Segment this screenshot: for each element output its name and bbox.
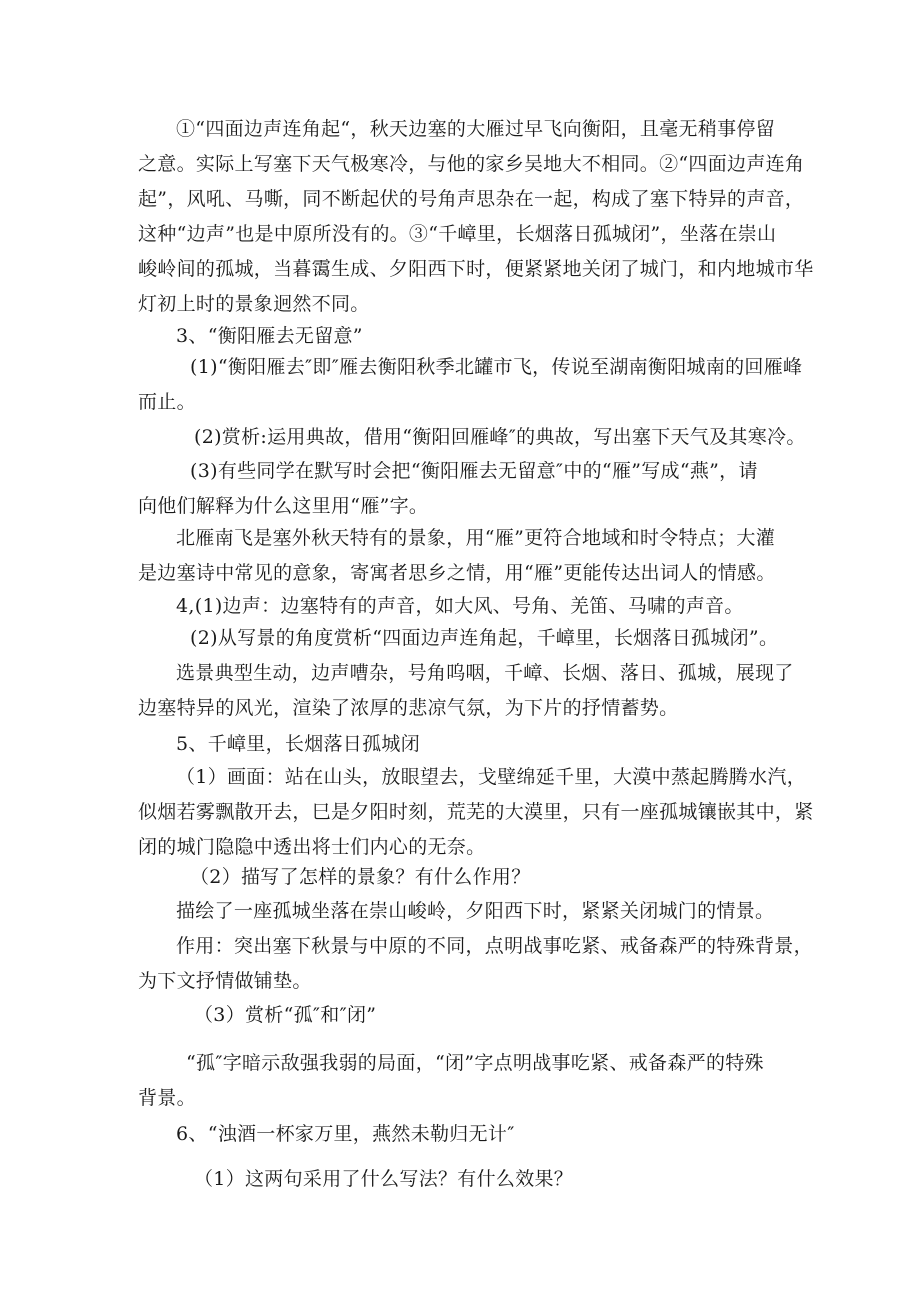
answer-5-3: [138, 1046, 788, 1116]
text-line: 而止。: [138, 391, 196, 413]
text-line: 背景。: [138, 1087, 196, 1109]
section-heading-3-text: 3、“衡阳雁去无留意”: [176, 325, 363, 347]
question-5-3: [138, 998, 788, 1033]
text-line: 灯初上时的景象迥然不同。: [138, 293, 370, 315]
text-line: ①“四面边声连角起“，秋天边塞的大雁过早飞向衡阳，且毫无稍事停留: [176, 118, 776, 140]
question-3-1: [138, 350, 803, 420]
text-line: 选景典型生动，边声嘈杂，号角呜咽，千嶂、长烟、落日、孤城，展现了: [176, 662, 794, 684]
section-heading-5-text: 5、千嶂里，长烟落日孤城闭: [176, 733, 420, 755]
text-line: 起”，风吼、马嘶，同不断起伏的号角声思杂在一起，构成了塞下特异的声音，: [138, 188, 805, 210]
text-line: (3)有些同学在默写时会把“衡阳雁去无留意″中的“雁”写成“燕”，请: [190, 460, 758, 482]
question-5-1: [138, 760, 814, 865]
section-heading-5: [138, 727, 788, 762]
text-line: （1）画面：站在山头，放眼望去，戈壁绵延千里，大漠中蒸起腾腾水汽，: [176, 766, 806, 788]
question-3-3: [138, 454, 788, 524]
question-4-1-text: 4,(1)边声：边塞特有的声音，如大风、号角、羌笛、马啸的声音。: [176, 595, 744, 617]
text-line: 似烟若雾飘散开去，巳是夕阳时刻，荒芜的大漠里，只有一座孤城镶嵌其中，紧: [138, 801, 814, 823]
text-line: 闭的城门隐隐中透出将士们内心的无奈。: [138, 836, 486, 858]
section-heading-6-text: 6、“浊酒一杯家万里，燕然未勒归无计″: [176, 1123, 515, 1145]
text-line: 为下文抒情做铺垫。: [138, 970, 312, 992]
question-4-1: [138, 589, 788, 624]
text-line: “孤″字暗示敌强我弱的局面，“闭”字点明战事吃紧、戒备森严的特殊: [186, 1052, 764, 1074]
text-line: (1)“衡阳雁去″即″雁去衡阳秋季北罐市飞，传说至湖南衡阳城南的回雁峰: [190, 356, 803, 378]
section-heading-6: [138, 1117, 788, 1152]
question-6-1: [138, 1162, 788, 1197]
answer-4-2: [138, 656, 794, 726]
answer-5-2-scene-text: 描绘了一座孤城坐落在崇山峻岭，夕阳西下时，紧紧关闭城门的情景。: [176, 900, 775, 922]
question-6-1-text: （1）这两句采用了什么写法？有什么效果？: [194, 1168, 574, 1190]
question-4-2-text: (2)从写景的角度赏析“四面边声连角起，千嶂里，长烟落日孤城闭”。: [190, 627, 779, 649]
answer-3-3: [138, 521, 788, 591]
question-5-2: [138, 860, 788, 895]
text-line: 之意。实际上写塞下天气极寒冷，与他的家乡吴地大不相同。②“四面边声连角: [138, 153, 805, 175]
text-line: 是边塞诗中常见的意象，寄寓者思乡之情，用“雁”更能传达出词人的情感。: [138, 562, 776, 584]
answer-5-2-effect: [138, 929, 813, 999]
question-5-3-text: （3）赏析“孤″和″闭”: [194, 1004, 377, 1026]
text-line: 边塞特异的风光，渲染了浓厚的悲凉气氛，为下片的抒情蓄势。: [138, 697, 679, 719]
text-line: 峻岭间的孤城，当暮霭生成、夕阳西下时，便紧紧地关闭了城门，和内地城市华: [138, 258, 814, 280]
answer-5-2-scene: [138, 894, 788, 929]
text-line: 向他们解释为什么这里用“雁”字。: [138, 495, 429, 517]
paragraph-analysis-1: [138, 112, 814, 322]
question-5-2-text: （2）描写了怎样的景象？有什么作用？: [190, 866, 531, 888]
question-3-2: [138, 420, 806, 455]
text-line: 北雁南飞是塞外秋天特有的景象，用“雁”更符合地域和时令特点；大灌: [176, 527, 776, 549]
text-line: 作用：突出塞下秋景与中原的不同，点明战事吃紧、戒备森严的特殊背景，: [176, 935, 813, 957]
question-3-2-text: (2)赏析:运用典故，借用“衡阳回雁峰″的典故，写出塞下天气及其寒冷。: [194, 426, 806, 448]
text-line: 这种“边声”也是中原所没有的。③“千嶂里，长烟落日孤城闭”，坐落在崇山: [138, 223, 777, 245]
question-4-2: [138, 621, 788, 656]
section-heading-3: [138, 319, 788, 354]
